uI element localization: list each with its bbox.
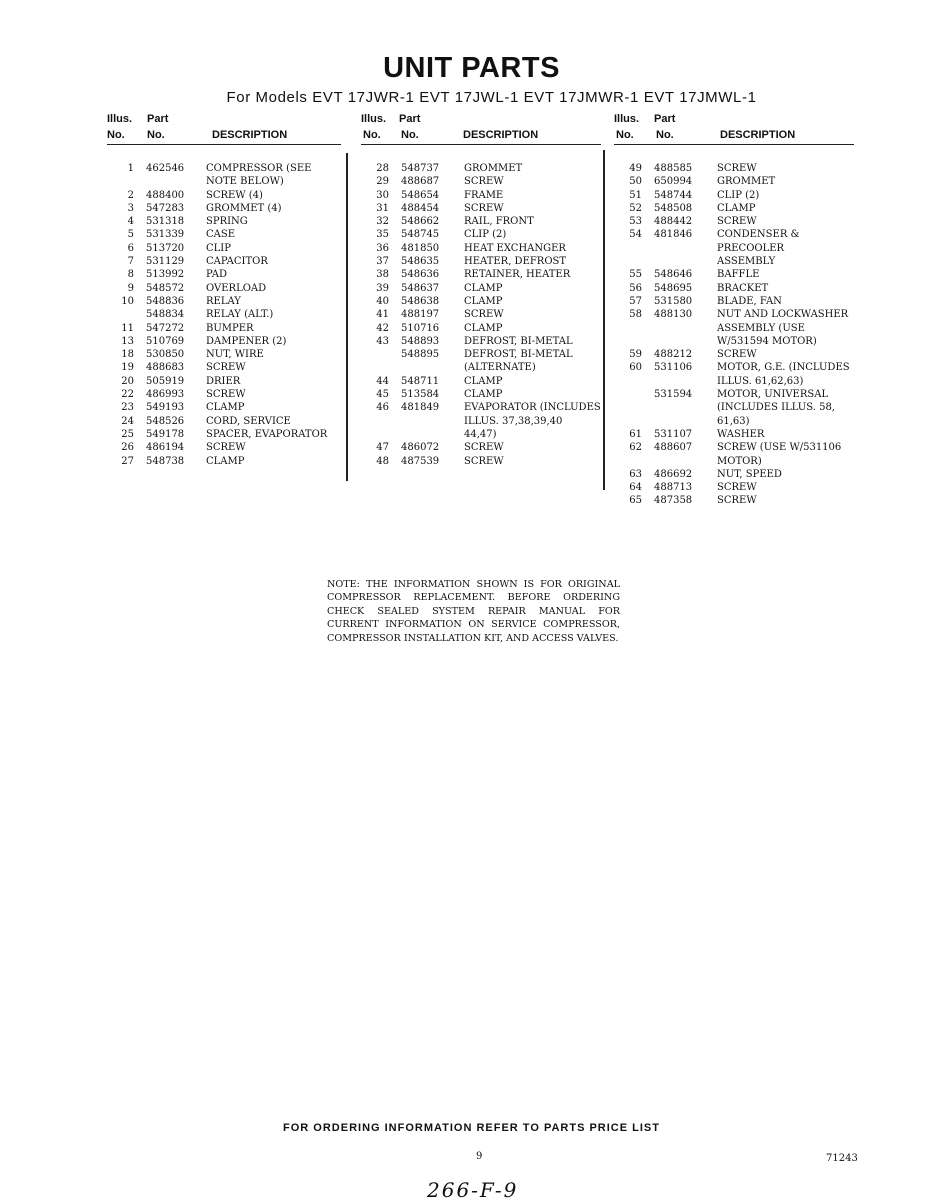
part-description: DRIER	[206, 375, 241, 387]
parts-row	[107, 388, 341, 401]
parts-row	[107, 295, 341, 308]
parts-row	[361, 175, 601, 188]
part-number: 531106	[654, 362, 693, 374]
compressor-note: NOTE: THE INFORMATION SHOWN IS FOR ORIGINAL COMPRESSOR REPLACEMENT. BEFORE ORDERING CHECK SEALED SYSTEM REPAIR MANUAL FOR CURRENT INFORMATION ON SERVICE COMPRESSOR, COMPRESSOR INSTALLATION KIT, AND ACCESS VALVES.	[327, 579, 620, 644]
parts-row	[614, 441, 854, 468]
part-number: 488400	[146, 189, 185, 201]
column-header	[107, 112, 341, 145]
part-description: CLIP (2)	[717, 189, 760, 201]
illus-number: 46	[376, 402, 389, 414]
part-number: 549178	[146, 428, 185, 440]
part-description: NUT AND LOCKWASHER ASSEMBLY (USE W/531594 MOTOR)	[717, 309, 849, 347]
part-number: 531318	[146, 216, 185, 228]
parts-row	[614, 468, 854, 481]
parts-row	[361, 375, 601, 388]
part-number: 548654	[401, 189, 440, 201]
illus-number: 26	[121, 442, 134, 454]
part-number: 530850	[146, 349, 185, 361]
parts-row	[614, 268, 854, 281]
illus-number: 60	[629, 362, 642, 374]
part-number: 549193	[146, 402, 185, 414]
parts-row	[361, 282, 601, 295]
illus-number	[361, 348, 401, 375]
part-description: EVAPORATOR (INCLUDES ILLUS. 37,38,39,40 44,47)	[464, 402, 601, 440]
part-description: MOTOR, UNIVERSAL (INCLUDES ILLUS. 58, 61,63)	[717, 389, 835, 427]
parts-rows	[361, 162, 601, 468]
handwritten-mark: 266-F-9	[427, 1178, 519, 1202]
illus-number: 59	[629, 349, 642, 361]
parts-row	[361, 455, 601, 468]
illus-number: 8	[127, 269, 134, 281]
description-header: DESCRIPTION	[463, 129, 539, 141]
illus-number: 27	[121, 455, 134, 467]
illus-number: 10	[121, 295, 134, 307]
parts-row	[614, 428, 854, 441]
illus-number: 38	[376, 269, 389, 281]
parts-row	[361, 242, 601, 255]
part-number: 486194	[146, 442, 185, 454]
part-number: 548711	[401, 375, 440, 387]
parts-row	[107, 401, 341, 414]
illus-number: 2	[127, 189, 134, 201]
part-header: Part	[399, 113, 421, 125]
illus-number: 55	[629, 269, 642, 281]
part-description: SCREW	[206, 362, 246, 374]
illus-number: 11	[121, 322, 134, 334]
illus-header-no: No.	[363, 129, 381, 141]
part-number: 505919	[146, 375, 185, 387]
part-number: 488607	[654, 442, 693, 454]
parts-row	[361, 162, 601, 175]
parts-row	[614, 481, 854, 494]
part-number: 486993	[146, 389, 185, 401]
parts-row	[361, 189, 601, 202]
parts-row	[107, 361, 341, 374]
part-number: 510769	[146, 335, 185, 347]
parts-row	[107, 375, 341, 388]
parts-row	[107, 322, 341, 335]
illus-number: 50	[629, 176, 642, 188]
part-description: OVERLOAD	[206, 282, 267, 294]
parts-row	[361, 308, 601, 321]
part-number: 548635	[401, 256, 440, 268]
column-divider	[603, 150, 605, 490]
illus-number: 5	[127, 229, 134, 241]
part-number: 488197	[401, 309, 440, 321]
parts-column-3	[614, 112, 854, 508]
part-description: CORD, SERVICE	[206, 415, 291, 427]
part-number: 486072	[401, 442, 440, 454]
part-number: 548662	[401, 216, 440, 228]
part-number: 488454	[401, 202, 440, 214]
illus-number: 61	[629, 428, 642, 440]
part-header: Part	[147, 113, 169, 125]
illus-number: 20	[121, 375, 134, 387]
illus-number: 42	[376, 322, 389, 334]
part-number: 481849	[401, 402, 440, 414]
part-description: SCREW (USE W/531106 MOTOR)	[717, 442, 842, 467]
parts-row	[107, 455, 341, 468]
part-description: RELAY (ALT.)	[206, 309, 274, 321]
parts-row	[614, 388, 854, 428]
part-description: SCREW	[206, 442, 246, 454]
parts-row	[361, 202, 601, 215]
illus-number: 25	[121, 428, 134, 440]
illus-header: Illus.	[107, 113, 133, 125]
part-number: 488687	[401, 176, 440, 188]
part-description: SPACER, EVAPORATOR	[206, 428, 328, 440]
parts-row	[361, 401, 601, 441]
part-header-no: No.	[147, 129, 165, 141]
part-description: SCREW	[206, 389, 246, 401]
illus-number: 49	[629, 163, 642, 174]
part-description: RETAINER, HEATER	[464, 269, 571, 281]
part-description: SCREW	[464, 176, 504, 188]
illus-number: 62	[629, 442, 642, 454]
illus-number: 24	[121, 415, 134, 427]
parts-row	[107, 189, 341, 202]
illus-number: 45	[376, 389, 389, 401]
part-description: HEATER, DEFROST	[464, 256, 567, 268]
illus-number: 58	[629, 309, 642, 321]
part-number: 547283	[146, 202, 185, 214]
parts-row	[614, 494, 854, 507]
part-description: SCREW	[717, 216, 757, 228]
part-description: CLAMP	[464, 375, 503, 387]
part-description: SCREW	[717, 482, 757, 494]
illus-number: 29	[376, 176, 389, 188]
part-description: SPRING	[206, 216, 248, 228]
illus-number: 48	[376, 455, 389, 467]
illus-number: 19	[121, 362, 134, 374]
illus-number: 41	[376, 309, 389, 321]
part-description: CLAMP	[717, 202, 756, 214]
illus-number: 64	[629, 482, 642, 494]
part-description: SCREW	[464, 455, 504, 467]
parts-row	[107, 308, 341, 321]
part-description: NUT, WIRE	[206, 349, 264, 361]
illus-number: 30	[376, 189, 389, 201]
part-description: DEFROST, BI-METAL (ALTERNATE)	[464, 349, 573, 374]
part-number: 488442	[654, 216, 693, 228]
parts-row	[107, 282, 341, 295]
part-description: FRAME	[464, 189, 504, 201]
parts-row	[614, 175, 854, 188]
illus-number: 7	[127, 256, 134, 268]
parts-row	[107, 255, 341, 268]
description-header: DESCRIPTION	[720, 129, 796, 141]
part-number: 548744	[654, 189, 693, 201]
part-number: 531594	[654, 389, 693, 401]
parts-row	[361, 441, 601, 454]
illus-number: 31	[376, 202, 389, 214]
part-description: CLIP	[206, 242, 231, 254]
illus-number: 35	[376, 229, 389, 241]
parts-row	[614, 202, 854, 215]
part-number: 513584	[401, 389, 440, 401]
part-description: CAPACITOR	[206, 256, 268, 268]
part-number: 548636	[401, 269, 440, 281]
parts-row	[361, 388, 601, 401]
part-description: BUMPER	[206, 322, 254, 334]
illus-number	[614, 388, 654, 428]
part-number: 650994	[654, 176, 693, 188]
part-description: CLAMP	[464, 389, 503, 401]
parts-row	[107, 348, 341, 361]
part-description: COMPRESSOR (SEE NOTE BELOW)	[206, 163, 312, 188]
part-number: 548836	[146, 295, 185, 307]
part-description: DEFROST, BI-METAL	[464, 335, 573, 347]
parts-row	[361, 348, 601, 375]
part-description: WASHER	[717, 428, 765, 440]
part-number: 547272	[146, 322, 185, 334]
parts-row	[614, 348, 854, 361]
parts-row	[107, 228, 341, 241]
column-divider	[346, 153, 348, 481]
illus-number: 39	[376, 282, 389, 294]
illus-number: 37	[376, 256, 389, 268]
parts-row	[614, 282, 854, 295]
part-number: 548738	[146, 455, 185, 467]
part-number: 548737	[401, 163, 440, 174]
parts-row	[107, 215, 341, 228]
illus-number: 4	[127, 216, 134, 228]
part-header: Part	[654, 113, 676, 125]
part-number: 513992	[146, 269, 185, 281]
part-number: 486692	[654, 468, 693, 480]
part-number: 487358	[654, 495, 693, 507]
part-number: 488585	[654, 163, 693, 174]
part-number: 548893	[401, 335, 440, 347]
part-description: DAMPENER (2)	[206, 335, 287, 347]
part-description: PAD	[206, 269, 228, 281]
illus-number: 3	[127, 202, 134, 214]
parts-row	[107, 162, 341, 189]
part-description: CONDENSER & PRECOOLER ASSEMBLY	[717, 229, 800, 268]
parts-row	[614, 215, 854, 228]
illus-number: 51	[629, 189, 642, 201]
parts-rows	[107, 162, 341, 468]
part-description: CLAMP	[206, 455, 245, 467]
part-description: SCREW	[717, 163, 757, 174]
parts-row	[361, 228, 601, 241]
parts-column-2	[361, 112, 601, 468]
part-number: 488212	[654, 349, 693, 361]
part-number: 462546	[146, 163, 185, 174]
part-number: 548638	[401, 295, 440, 307]
illus-header-no: No.	[616, 129, 634, 141]
illus-number: 32	[376, 216, 389, 228]
illus-number: 56	[629, 282, 642, 294]
part-description: RELAY	[206, 295, 241, 307]
illus-number: 44	[376, 375, 389, 387]
illus-number: 9	[127, 282, 134, 294]
illus-header: Illus.	[361, 113, 387, 125]
column-header	[614, 112, 854, 145]
illus-header-no: No.	[107, 129, 125, 141]
part-number: 531107	[654, 428, 693, 440]
illus-number: 1	[127, 163, 134, 174]
part-number: 510716	[401, 322, 440, 334]
part-description: GROMMET	[717, 176, 776, 188]
part-number: 548508	[654, 202, 693, 214]
part-number: 548572	[146, 282, 185, 294]
part-number: 488683	[146, 362, 185, 374]
part-header-no: No.	[401, 129, 419, 141]
part-description: SCREW	[717, 349, 757, 361]
part-number: 481846	[654, 229, 693, 241]
parts-row	[361, 322, 601, 335]
part-number: 548646	[654, 269, 693, 281]
part-description: RAIL, FRONT	[464, 216, 534, 228]
part-description: CASE	[206, 229, 236, 241]
part-description: SCREW	[464, 202, 504, 214]
illus-number: 6	[127, 242, 134, 254]
part-number: 513720	[146, 242, 185, 254]
part-description: BRACKET	[717, 282, 769, 294]
part-description: SCREW (4)	[206, 189, 263, 201]
part-description: SCREW	[717, 495, 757, 507]
part-number: 531580	[654, 295, 693, 307]
column-header	[361, 112, 601, 145]
illus-number: 23	[121, 402, 134, 414]
illus-number	[107, 308, 146, 321]
part-description: BLADE, FAN	[717, 295, 782, 307]
parts-rows	[614, 162, 854, 508]
part-description: GROMMET	[464, 163, 523, 174]
part-description: CLIP (2)	[464, 229, 507, 241]
parts-row	[107, 242, 341, 255]
parts-row	[614, 162, 854, 175]
part-description: CLAMP	[206, 402, 245, 414]
parts-column-1	[107, 112, 341, 468]
illus-number: 47	[376, 442, 389, 454]
parts-row	[361, 335, 601, 348]
parts-row	[107, 335, 341, 348]
part-description: CLAMP	[464, 282, 503, 294]
parts-row	[361, 255, 601, 268]
illus-number: 36	[376, 242, 389, 254]
part-description: HEAT EXCHANGER	[464, 242, 566, 254]
models-line: For Models EVT 17JWR-1 EVT 17JWL-1 EVT 17JMWR-1 EVT 17JMWL-1	[226, 89, 757, 106]
parts-row	[107, 428, 341, 441]
page-number: 9	[476, 1151, 483, 1162]
illus-number: 13	[121, 335, 134, 347]
ordering-footer: FOR ORDERING INFORMATION REFER TO PARTS PRICE LIST	[283, 1122, 660, 1134]
part-number: 548637	[401, 282, 440, 294]
illus-number: 52	[629, 202, 642, 214]
part-description: MOTOR, G.E. (INCLUDES ILLUS. 61,62,63)	[717, 362, 850, 387]
part-description: BAFFLE	[717, 269, 760, 281]
part-number: 548526	[146, 415, 185, 427]
parts-row	[614, 295, 854, 308]
part-header-no: No.	[656, 129, 674, 141]
illus-number: 28	[376, 163, 389, 174]
parts-row	[614, 189, 854, 202]
part-description: SCREW	[464, 442, 504, 454]
illus-number: 54	[629, 229, 642, 241]
parts-row	[614, 228, 854, 268]
part-description: CLAMP	[464, 295, 503, 307]
parts-row	[107, 268, 341, 281]
part-number: 488130	[654, 309, 693, 321]
parts-row	[614, 308, 854, 348]
part-number: 481850	[401, 242, 440, 254]
part-description: SCREW	[464, 309, 504, 321]
part-number: 531339	[146, 229, 185, 241]
page-title: UNIT PARTS	[383, 52, 560, 84]
parts-row	[361, 295, 601, 308]
part-number: 548895	[401, 349, 440, 361]
parts-row	[107, 441, 341, 454]
parts-row	[614, 361, 854, 388]
illus-number: 43	[376, 335, 389, 347]
part-description: CLAMP	[464, 322, 503, 334]
part-number: 488713	[654, 482, 693, 494]
parts-row	[107, 202, 341, 215]
illus-number: 53	[629, 216, 642, 228]
illus-number: 18	[121, 349, 134, 361]
illus-number: 65	[629, 495, 642, 507]
parts-row	[361, 268, 601, 281]
part-number: 487539	[401, 455, 440, 467]
parts-row	[107, 415, 341, 428]
description-header: DESCRIPTION	[212, 129, 288, 141]
illus-number: 57	[629, 295, 642, 307]
illus-number: 40	[376, 295, 389, 307]
part-number: 548834	[146, 309, 185, 321]
part-number: 548745	[401, 229, 440, 241]
document-number: 71243	[826, 1153, 858, 1164]
parts-row	[361, 215, 601, 228]
illus-number: 22	[121, 389, 134, 401]
part-number: 548695	[654, 282, 693, 294]
illus-header: Illus.	[614, 113, 640, 125]
part-description: GROMMET (4)	[206, 202, 282, 214]
illus-number: 63	[629, 468, 642, 480]
part-number: 531129	[146, 256, 185, 268]
part-description: NUT, SPEED	[717, 468, 782, 480]
